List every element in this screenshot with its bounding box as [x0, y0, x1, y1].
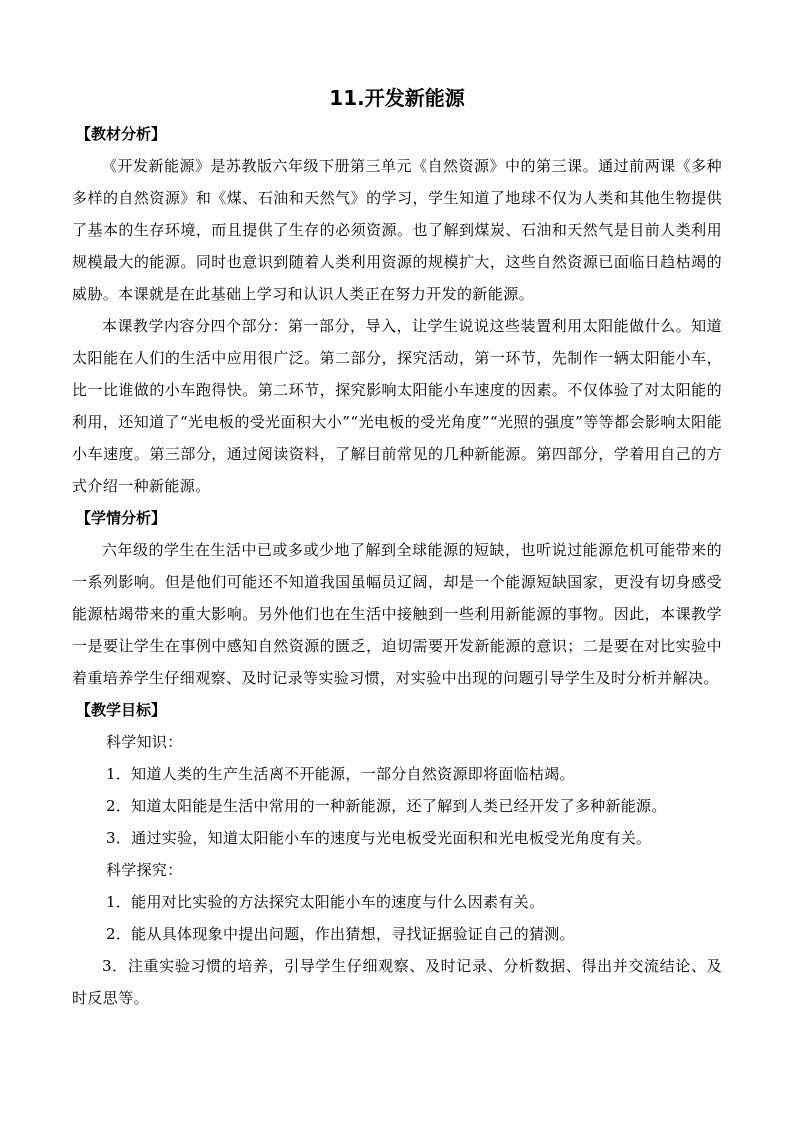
textbook-paragraph-2: 本课教学内容分四个部分：第一部分，导入，让学生说说这些装置利用太阳能做什么。知道太阳能在人们的生活中应用很广泛。第二部分，探究活动，第一环节，先制作一辆太阳能小车，比一比谁做的小车跑得快。第二环节，探究影响太阳能小车速度的因素。不仅体验了对太阳能的利用，还知道了“光电板的受光面积大小”“光电板的受光角度”“光照的强度”等等都会影响太阳能小车速度。第三部分，通过阅读资料，了解目前常见的几种新能源。第四部分，学着用自己的方式介绍一种新能源。 — [72, 317, 722, 495]
section-heading-textbook: 【教材分析】 — [76, 125, 167, 143]
textbook-paragraph-1: 《开发新能源》是苏教版六年级下册第三单元《自然资源》中的第三课。通过前两课《多种多样的自然资源》和《煤、石油和天然气》的学习，学生知道了地球不仅为人类和其他生物提供了基本的生存环境，而且提供了生存的必须资源。也了解到煤炭、石油和天然气是目前人类利用规模最大的能源。同时也意识到随着人类利用资源的规模扩大，这些自然资源已面临日趋枯竭的威胁。本课就是在此基础上学习和认识人类正在努力开发的新能源。 — [72, 157, 722, 303]
knowledge-label: 科学知识： — [106, 733, 183, 751]
document-body — [72, 118, 722, 1014]
students-paragraph-1: 六年级的学生在生活中已或多或少地了解到全球能源的短缺，也听说过能源危机可能带来的一系列影响。但是他们可能还不知道我国虽幅员辽阔，却是一个能源短缺国家，更没有切身感受能源枯竭带来的重大影响。另外他们也在生活中接触到一些利用新能源的事物。因此，本课教学一是要让学生在事例中感知自然资源的匮乏，迫切需要开发新能源的意识；二是要在对比实验中着重培养学生仔细观察、及时记录等实验习惯，对实验中出现的问题引导学生及时分析并解决。 — [72, 541, 722, 687]
knowledge-item: 2．知道太阳能是生活中常用的一种新能源，还了解到人类已经开发了多种新能源。 — [106, 797, 667, 815]
inquiry-label: 科学探究： — [106, 861, 183, 879]
inquiry-item: 1．能用对比实验的方法探究太阳能小车的速度与什么因素有关。 — [106, 893, 545, 911]
section-heading-students: 【学情分析】 — [76, 509, 167, 527]
inquiry-item: 2．能从具体现象中提出问题，作出猜想，寻找证据验证自己的猜测。 — [106, 925, 575, 943]
inquiry-item: 3．注重实验习惯的培养，引导学生仔细观察、及时记录、分析数据、得出并交流结论、及时反思等。 — [72, 957, 722, 1007]
page-title: 11.开发新能源 — [329, 86, 465, 110]
section-heading-goals: 【教学目标】 — [76, 701, 167, 719]
knowledge-item: 1．知道人类的生产生活离不开能源，一部分自然资源即将面临枯竭。 — [106, 765, 575, 783]
knowledge-item: 3．通过实验，知道太阳能小车的速度与光电板受光面积和光电板受光角度有关。 — [106, 829, 652, 847]
